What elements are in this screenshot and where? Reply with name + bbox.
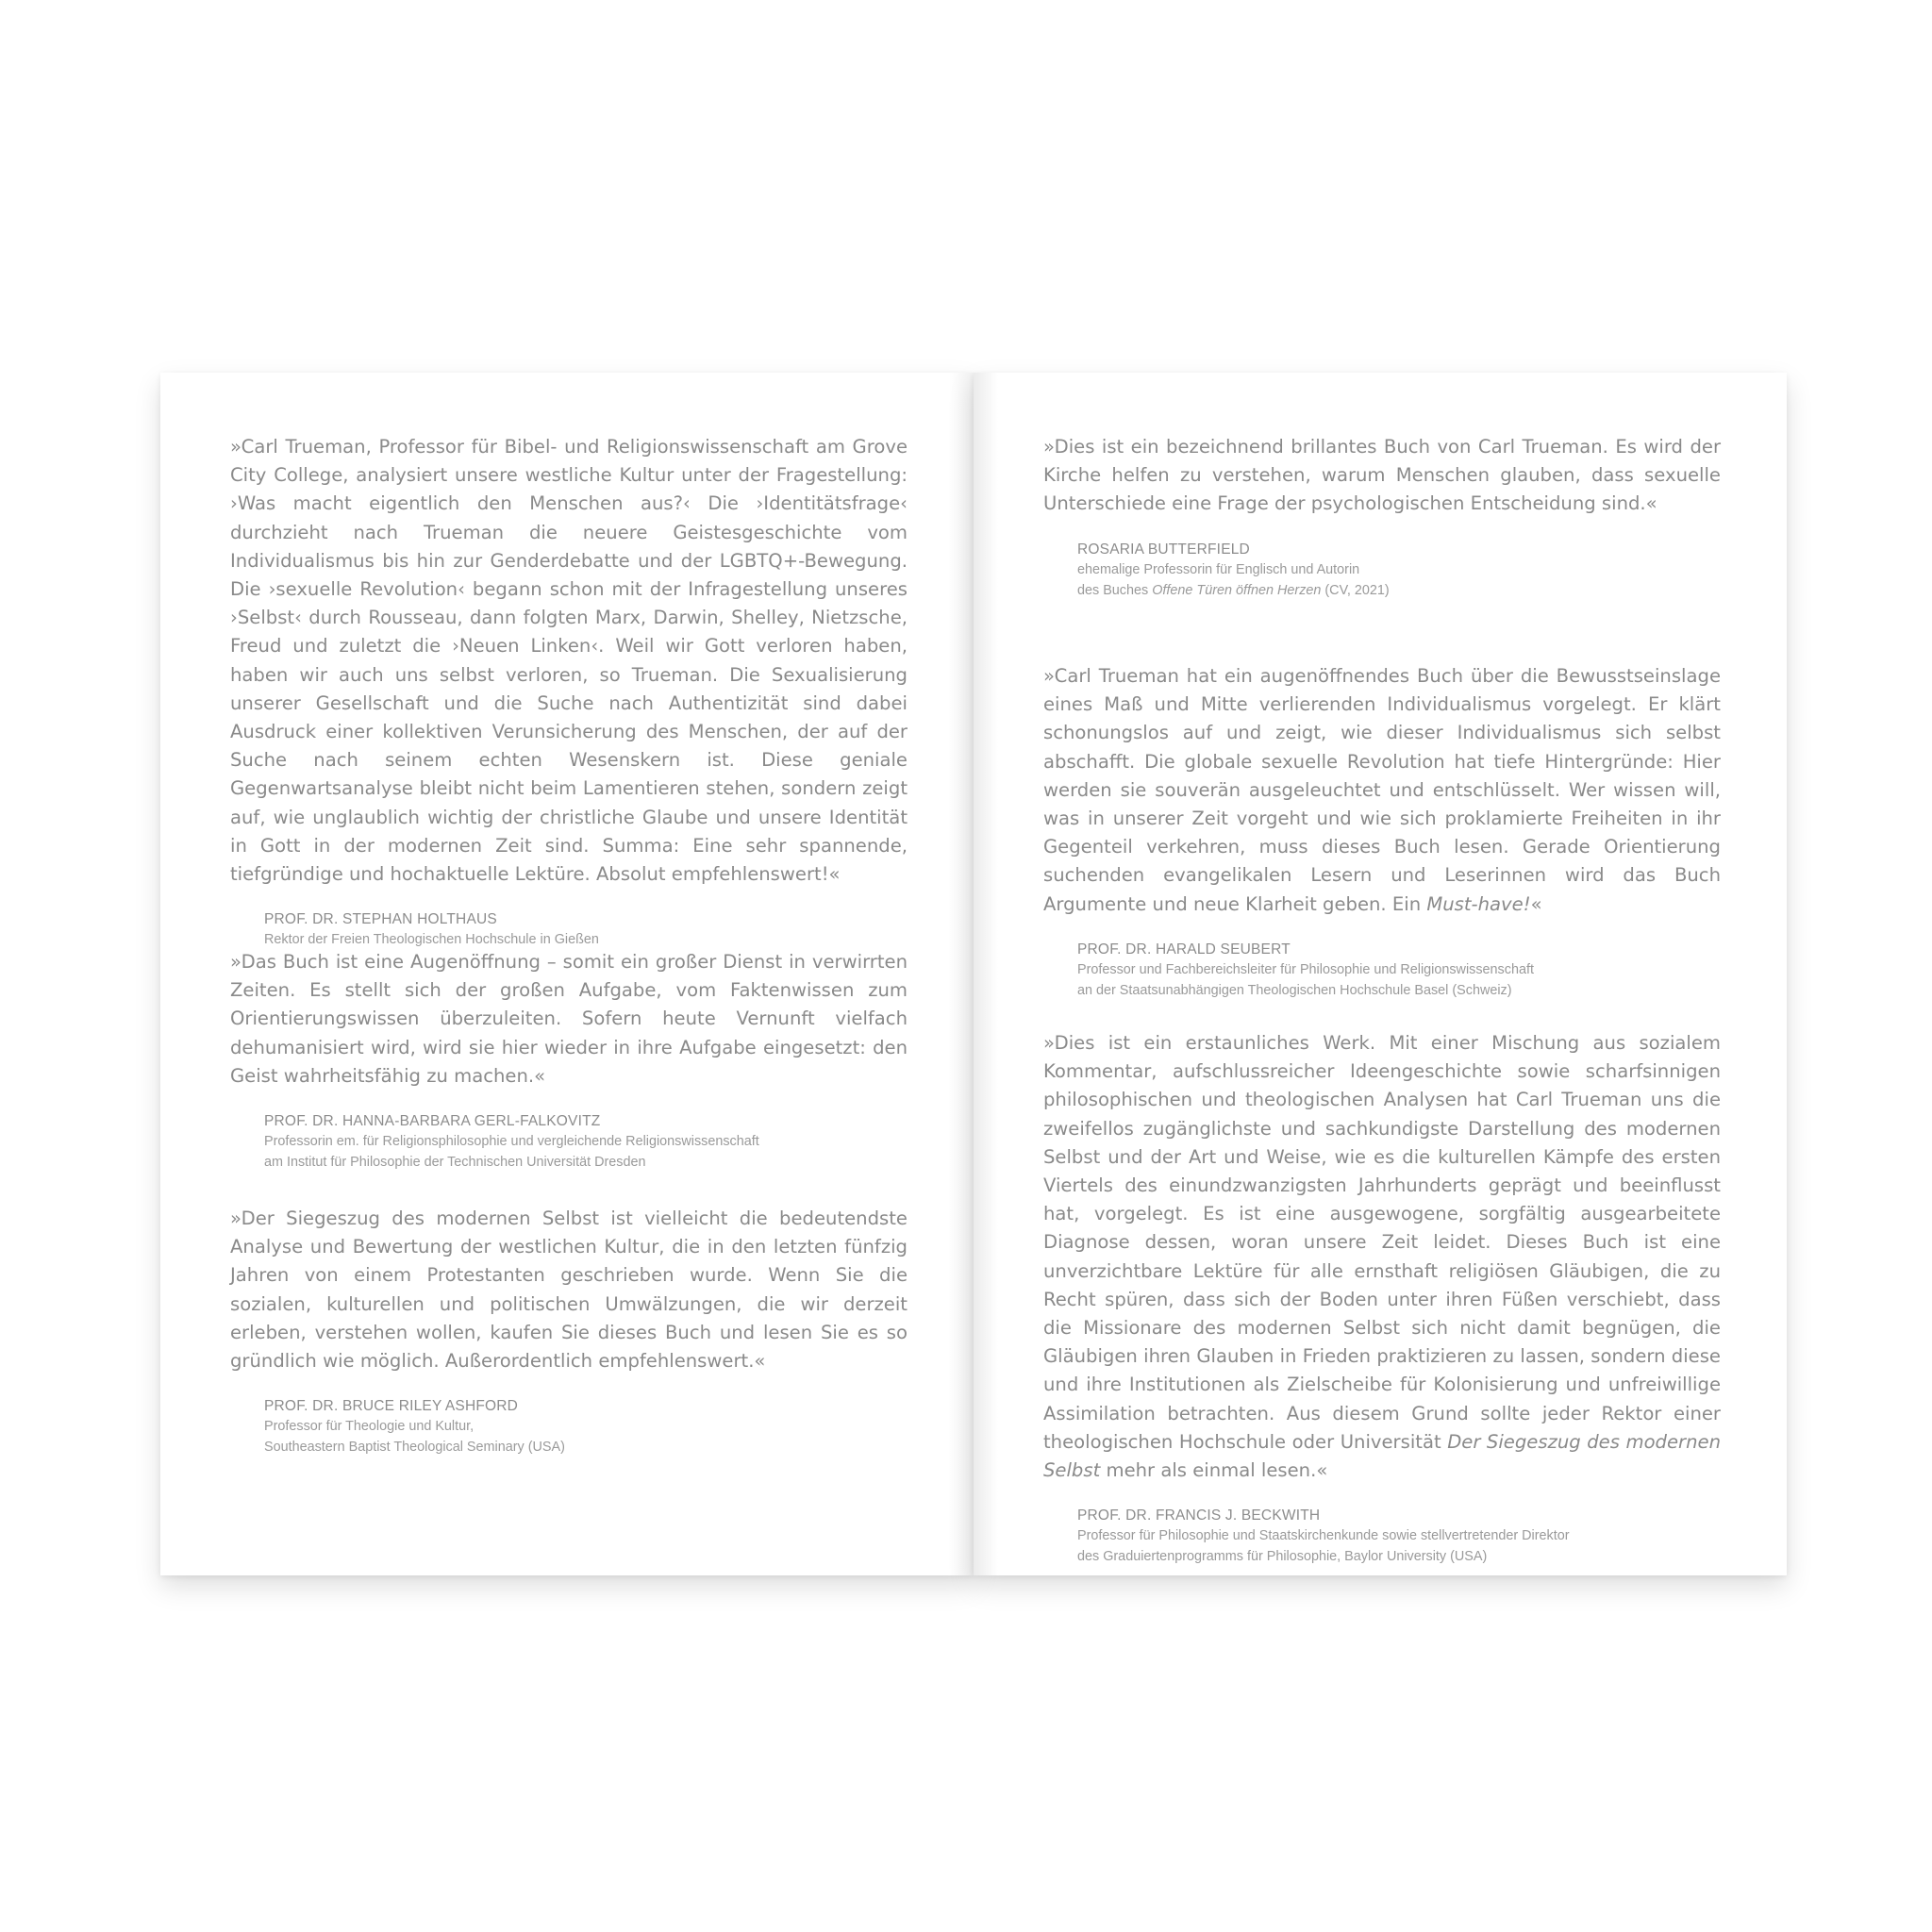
testimonial-quote: »Dies ist ein bezeichnend brillantes Buch von Carl Trueman. Es wird der Kirche helfen zu verstehen, warum Menschen glauben, dass sexuelle Unterschiede eine Frage der psychologischen Entscheidung sind.« [1043,436,1721,515]
author-role: an der Staatsunabhängigen Theologischen Hochschule Basel (Schweiz) [1077,982,1512,998]
author-role: am Institut für Philosophie der Technischen Universität Dresden [264,1155,646,1171]
author-role: Professor und Fachbereichsleiter für Philosophie und Religionswissenschaft [1077,961,1534,977]
quote-emphasis: Must-have! [1426,892,1531,915]
testimonial-attribution [264,1111,908,1173]
author-role: Professor für Theologie und Kultur, [264,1419,475,1435]
quote-text: « [1530,892,1542,915]
author-role: ehemalige Professorin für Englisch und Autorin [1077,561,1360,577]
author-role: Southeastern Baptist Theological Seminary (USA) [264,1440,565,1456]
testimonial-quote: »Der Siegeszug des modernen Selbst ist vielleicht die bedeutendste Analyse und Bewertung der westlichen Kultur, die in den letzten fünfzig Jahren von einem Protestanten geschrieben wurde. Wenn Sie die sozialen, kulturellen und politischen Umwälzungen, die wir derzeit erleben, verstehen wollen, kaufen Sie dieses Buch und lesen Sie es so gründlich wie möglich. Außerordentlich empfehlenswert.« [230,1208,908,1373]
quote-text: mehr als einmal lesen.« [1100,1459,1328,1482]
author-role: Professor für Philosophie und Staatskirchenkunde sowie stellvertretender Direktor [1077,1528,1570,1544]
right-page [974,373,1787,1575]
role-text: des Buches [1077,582,1153,598]
testimonial-attribution [1077,940,1721,1001]
testimonial-quote: »Carl Trueman, Professor für Bibel- und Religionswissenschaft am Grove City College, analysiert unsere westliche Kultur unter der Fragestellung: ›Was macht eigentlich den Menschen aus?‹ Die ›Identitätsfrage‹ durchzieht nach Trueman die neuere Geistesgeschichte vom Individualismus bis hin zur Genderdebatte und der LGBTQ+-Bewegung. Die ›sexuelle Revolution‹ begann schon mit der Infragestellung unseres ›Selbst‹ durch Rousseau, dann folgten Marx, Darwin, Shelley, Nietzsche, Freud und zuletzt die ›Neuen Linken‹. Weil wir Gott verloren haben, haben wir auch uns selbst verloren, so Trueman. Die Sexualisierung unserer Gesellschaft und die Suche nach Authentizität sind dabei Ausdruck einer kollektiven Verunsicherung des Menschen, der auf der Suche nach seinem echten Wesenskern ist. Diese geniale Gegenwartsanalyse bleibt nicht beim Lamentieren stehen, sondern zeigt auf, wie unglaublich wichtig der christliche Glaube und unsere Identität in Gott in der modernen Zeit sind. Summa: Eine sehr spannende, tiefgründige und hochaktuelle Lektüre. Absolut empfehlenswert!« [230,436,908,886]
testimonial-quote [1043,1029,1721,1485]
author-name: PROF. DR. HARALD SEUBERT [1077,941,1291,958]
book-title: Offene Türen öffnen Herzen [1152,582,1322,598]
author-name: ROSARIA BUTTERFIELD [1077,541,1250,558]
testimonial-quote: »Das Buch ist eine Augenöffnung – somit ein großer Dienst in verwirrten Zeiten. Es stellt sich der großen Aufgabe, vom Faktenwissen zum Orientierungswissen überzuleiten. Sofern heute Vernunft vielfach dehumanisiert wird, wird sie hier wieder in ihre Aufgabe eingesetzt: den Geist wahrheitsfähig zu machen.« [230,951,908,1087]
author-role: des Graduiertenprogramms für Philosophie, Baylor University (USA) [1077,1549,1488,1565]
author-role: Rektor der Freien Theologischen Hochschule in Gießen [264,932,599,948]
testimonial-attribution [1077,540,1721,601]
left-page [160,373,974,1575]
page-gutter-shadow [974,373,998,1575]
testimonial-attribution [1077,1506,1721,1567]
quote-text: »Carl Trueman hat ein augenöffnendes Buch über die Bewusstseinslage eines Maß und Mitte verlierenden Individualismus vorgelegt. Er klärt schonungslos auf und zeigt, wie dieser Individualismus sich selbst abschafft. Die globale sexuelle Revolution hat tiefe Hintergründe: Hier werden sie souverän ausgeleuchtet und entschlüsselt. Wer wissen will, was in unserer Zeit vorgeht und wie sich proklamierte Freiheiten in ihr Gegenteil verkehren, muss dieses Buch lesen. Gerade Orientierung suchenden evangelikalen Lesern und Leserinnen wird das Buch Argumente und neue Klarheit geben. Ein [1043,665,1721,915]
testimonial-holthaus [230,433,908,950]
testimonial-gerl-falkovitz [230,948,908,1173]
quote-text: »Dies ist ein erstaunliches Werk. Mit einer Mischung aus sozialem Kommentar, aufschlussreicher Ideengeschichte sowie scharfsinnigen philosophischen und theologischen Analysen hat Carl Trueman uns die zweifellos zugänglichste und sachkundigste Darstellung des modernen Selbst und der Art und Weise, wie es die kulturellen Kämpfe des ersten Viertels des einundzwanzigsten Jahrhunderts geprägt und beeinflusst hat, vorgelegt. Es ist eine ausgewogene, sorgfältig ausgearbeitete Diagnose dessen, woran unsere Zeit leidet. Dieses Buch ist eine unverzichtbare Lektüre für alle ernsthaft religiösen Gläubigen, die zu Recht spüren, dass sich der Boden unter ihren Füßen verschiebt, dass die Missionare des modernen Selbst sich nicht damit begnügen, die Gläubigen ihren Glauben in Frieden praktizieren zu lassen, sondern diese und ihre Institutionen als Zielscheibe für Kolonisierung und unfreiwillige Assimilation betrachten. Aus diesem Grund sollte jeder Rektor einer theologischen Hochschule oder Universität [1043,1032,1721,1453]
role-text: (CV, 2021) [1321,582,1390,598]
testimonial-attribution [264,909,908,950]
testimonial-seubert [1043,662,1721,1001]
author-role: Professorin em. für Religionsphilosophie und vergleichende Religionswissenschaft [264,1134,759,1150]
author-name: PROF. DR. HANNA-BARBARA GERL-FALKOVITZ [264,1113,601,1130]
testimonial-butterfield [1043,433,1721,601]
testimonial-attribution [264,1396,908,1457]
author-name: PROF. DR. BRUCE RILEY ASHFORD [264,1398,519,1415]
testimonial-ashford [230,1205,908,1457]
author-role [1077,580,1721,601]
testimonial-beckwith [1043,1029,1721,1567]
author-name: PROF. DR. FRANCIS J. BECKWITH [1077,1507,1321,1524]
author-name: PROF. DR. STEPHAN HOLTHAUS [264,911,497,928]
page-gutter-shadow [949,373,974,1575]
quote-emphasis: Der Siegeszug des modernen Selbst [1043,1430,1721,1482]
testimonial-quote [1043,662,1721,919]
